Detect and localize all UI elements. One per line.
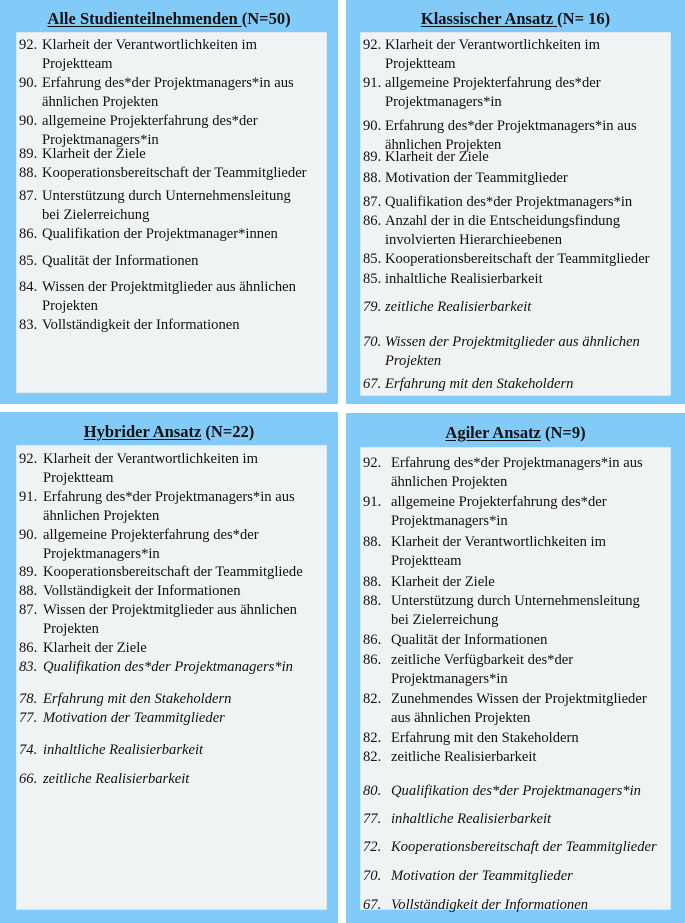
- factor-label: Klarheit der Verantwortlichkeiten im: [43, 451, 258, 467]
- factor-label: ähnlichen Projekten: [385, 137, 502, 153]
- factor-score: 84.: [19, 279, 38, 295]
- factor-score: 86.: [19, 640, 38, 656]
- panel-title: [346, 423, 685, 443]
- factor-label: Erfahrung des*der Projektmanagers*in aus: [42, 75, 294, 91]
- factor-label: Klarheit der Verantwortlichkeiten im: [385, 37, 600, 53]
- factor-label: Motivation der Teammitglieder: [43, 710, 225, 726]
- factor-score: 88.: [363, 593, 382, 609]
- factor-score: 87.: [363, 194, 382, 210]
- factor-label: Klarheit der Ziele: [391, 574, 495, 590]
- factor-label: ähnlichen Projekten: [43, 508, 160, 524]
- panel-title-n: (N=22): [201, 422, 255, 441]
- factor-score: 83.: [19, 659, 38, 675]
- factor-label: Klarheit der Verantwortlichkeiten im: [391, 534, 606, 550]
- factor-score: 67.: [363, 897, 382, 913]
- factor-label: Projekten: [43, 621, 99, 637]
- factor-label: Projektteam: [385, 56, 456, 72]
- factor-label: Wissen der Projektmitglieder aus ähnlichen: [385, 334, 640, 350]
- factor-label: aus ähnlichen Projekten: [391, 710, 531, 726]
- factor-score: 90.: [19, 527, 38, 543]
- panel-title: [0, 422, 338, 442]
- factor-label: Projektteam: [391, 553, 462, 569]
- factor-score: 85.: [363, 271, 382, 287]
- factor-score: 86.: [363, 652, 382, 668]
- factor-label: Projekten: [385, 353, 442, 369]
- panel-title: [0, 9, 338, 29]
- factor-label: Erfahrung des*der Projektmanagers*in aus: [385, 118, 637, 134]
- factor-score: 91.: [19, 489, 38, 505]
- factor-score: 92.: [363, 37, 382, 53]
- factor-label: zeitliche Realisierbarkeit: [391, 749, 537, 765]
- factor-score: 74.: [19, 742, 38, 758]
- factor-label: bei Zielerreichung: [391, 612, 499, 628]
- factor-label: Erfahrung mit den Stakeholdern: [43, 691, 232, 707]
- factor-label: Kooperationsbereitschaft der Teammitgliede: [43, 564, 303, 580]
- factor-label: bei Zielerreichung: [42, 207, 150, 223]
- factor-label: Anzahl der in die Entscheidungsfindung: [385, 213, 621, 229]
- factor-label: zeitliche Verfügbarkeit des*der: [391, 652, 574, 668]
- factor-label: Vollständigkeit der Informationen: [42, 317, 240, 333]
- panel-title-n: (N=50): [241, 9, 291, 28]
- factor-label: Unterstützung durch Unternehmensleitung: [42, 188, 291, 204]
- factor-label: Klarheit der Ziele: [42, 146, 146, 162]
- factor-label: Vollständigkeit der Informationen: [43, 583, 241, 599]
- factor-score: 89.: [19, 146, 38, 162]
- factor-score: 88.: [19, 583, 38, 599]
- factor-label: Qualifikation des*der Projektmanagers*in: [391, 783, 641, 799]
- factor-label: Erfahrung des*der Projektmanagers*in aus: [391, 455, 643, 471]
- factor-label: Unterstützung durch Unternehmensleitung: [391, 593, 640, 609]
- factor-label: Klarheit der Ziele: [43, 640, 147, 656]
- factor-label: Qualifikation der Projektmanager*innen: [42, 226, 278, 242]
- factor-label: Vollständigkeit der Informationen: [391, 897, 588, 913]
- factor-label: Projektmanagers*in: [391, 671, 508, 687]
- factor-label: Erfahrung des*der Projektmanagers*in aus: [43, 489, 295, 505]
- factor-label: Projektteam: [43, 470, 114, 486]
- factor-label: zeitliche Realisierbarkeit: [385, 299, 532, 315]
- factor-score: 90.: [19, 75, 38, 91]
- factor-score: 92.: [363, 455, 382, 471]
- factor-label: Projektmanagers*in: [385, 94, 502, 110]
- factor-label: Klarheit der Verantwortlichkeiten im: [42, 37, 257, 53]
- factor-score: 77.: [19, 710, 38, 726]
- factor-label: Qualifikation des*der Projektmanagers*in: [385, 194, 633, 210]
- factor-label: Wissen der Projektmitglieder aus ähnlichen: [43, 602, 297, 618]
- factor-score: 89.: [363, 149, 382, 165]
- factor-label: Qualität der Informationen: [391, 632, 548, 648]
- factor-label: inhaltliche Realisierbarkeit: [391, 811, 552, 827]
- factor-label: Wissen der Projektmitglieder aus ähnlichen: [42, 279, 296, 295]
- factor-label: Projektmanagers*in: [391, 513, 508, 529]
- factor-label: ähnlichen Projekten: [42, 94, 159, 110]
- factor-score: 77.: [363, 811, 382, 827]
- factor-label: Motivation der Teammitglieder: [385, 170, 568, 186]
- factor-label: Qualifikation des*der Projektmanagers*in: [43, 659, 293, 675]
- factor-label: Klarheit der Ziele: [385, 149, 489, 165]
- factor-label: Kooperationsbereitschaft der Teammitglieder: [42, 165, 307, 181]
- factor-label: Projektmanagers*in: [42, 132, 159, 148]
- factor-label: Motivation der Teammitglieder: [391, 868, 573, 884]
- factor-label: ähnlichen Projekten: [391, 474, 508, 490]
- factor-score: 82.: [363, 730, 382, 746]
- factor-score: 82.: [363, 691, 382, 707]
- factor-label: Projektmanagers*in: [43, 546, 160, 562]
- factor-score: 86.: [19, 226, 38, 242]
- panel-title-n: (N= 16): [557, 9, 611, 28]
- factor-score: 83.: [19, 317, 38, 333]
- factor-label: allgemeine Projekterfahrung des*der: [385, 75, 601, 91]
- factor-score: 88.: [363, 534, 382, 550]
- factor-label: Kooperationsbereitschaft der Teammitglieder: [385, 251, 650, 267]
- factor-score: 92.: [19, 37, 38, 53]
- factor-score: 87.: [19, 602, 38, 618]
- factor-score: 80.: [363, 783, 382, 799]
- factor-label: inhaltliche Realisierbarkeit: [43, 742, 204, 758]
- factor-label: Erfahrung mit den Stakeholdern: [385, 376, 574, 392]
- factor-label: inhaltliche Realisierbarkeit: [385, 271, 543, 287]
- factor-label: Zunehmendes Wissen der Projektmitglieder: [391, 691, 647, 707]
- factor-score: 86.: [363, 213, 382, 229]
- factor-label: allgemeine Projekterfahrung des*der: [43, 527, 259, 543]
- factor-label: involvierten Hierarchieebenen: [385, 232, 563, 248]
- factor-label: Qualität der Informationen: [42, 253, 199, 269]
- factor-score: 70.: [363, 334, 382, 350]
- factor-score: 78.: [19, 691, 38, 707]
- factor-score: 72.: [363, 839, 382, 855]
- factor-label: zeitliche Realisierbarkeit: [43, 771, 190, 787]
- factor-score: 92.: [19, 451, 38, 467]
- factor-label: Projektteam: [42, 56, 113, 72]
- factor-score: 79.: [363, 299, 382, 315]
- factor-label: Kooperationsbereitschaft der Teammitglieder: [391, 839, 657, 855]
- factor-score: 90.: [363, 118, 382, 134]
- factor-score: 91.: [363, 494, 382, 510]
- panel-title-main: Agiler Ansatz: [445, 423, 541, 442]
- factor-label: allgemeine Projekterfahrung des*der: [391, 494, 607, 510]
- factor-score: 90.: [19, 113, 38, 129]
- factor-score: 67.: [363, 376, 382, 392]
- factor-score: 70.: [363, 868, 382, 884]
- factor-label: Erfahrung mit den Stakeholdern: [391, 730, 579, 746]
- factor-score: 85.: [363, 251, 382, 267]
- panel-title-main: Klassischer Ansatz: [420, 9, 558, 28]
- panel-title-main: Hybrider Ansatz: [83, 422, 202, 441]
- factor-score: 66.: [19, 771, 38, 787]
- panel-title-main: Alle Studienteilnehmenden: [47, 9, 242, 28]
- factor-label: allgemeine Projekterfahrung des*der: [42, 113, 258, 129]
- panel-title-n: (N=9): [540, 423, 586, 442]
- factor-score: 85.: [19, 253, 38, 269]
- factor-score: 88.: [363, 574, 382, 590]
- factor-score: 82.: [363, 749, 382, 765]
- factor-score: 88.: [19, 165, 38, 181]
- factor-score: 87.: [19, 188, 38, 204]
- factor-score: 88.: [363, 170, 382, 186]
- panel-title: [346, 9, 685, 29]
- factor-score: 89.: [19, 564, 38, 580]
- factor-score: 91.: [363, 75, 382, 91]
- factor-score: 86.: [363, 632, 382, 648]
- factor-label: Projekten: [42, 298, 98, 314]
